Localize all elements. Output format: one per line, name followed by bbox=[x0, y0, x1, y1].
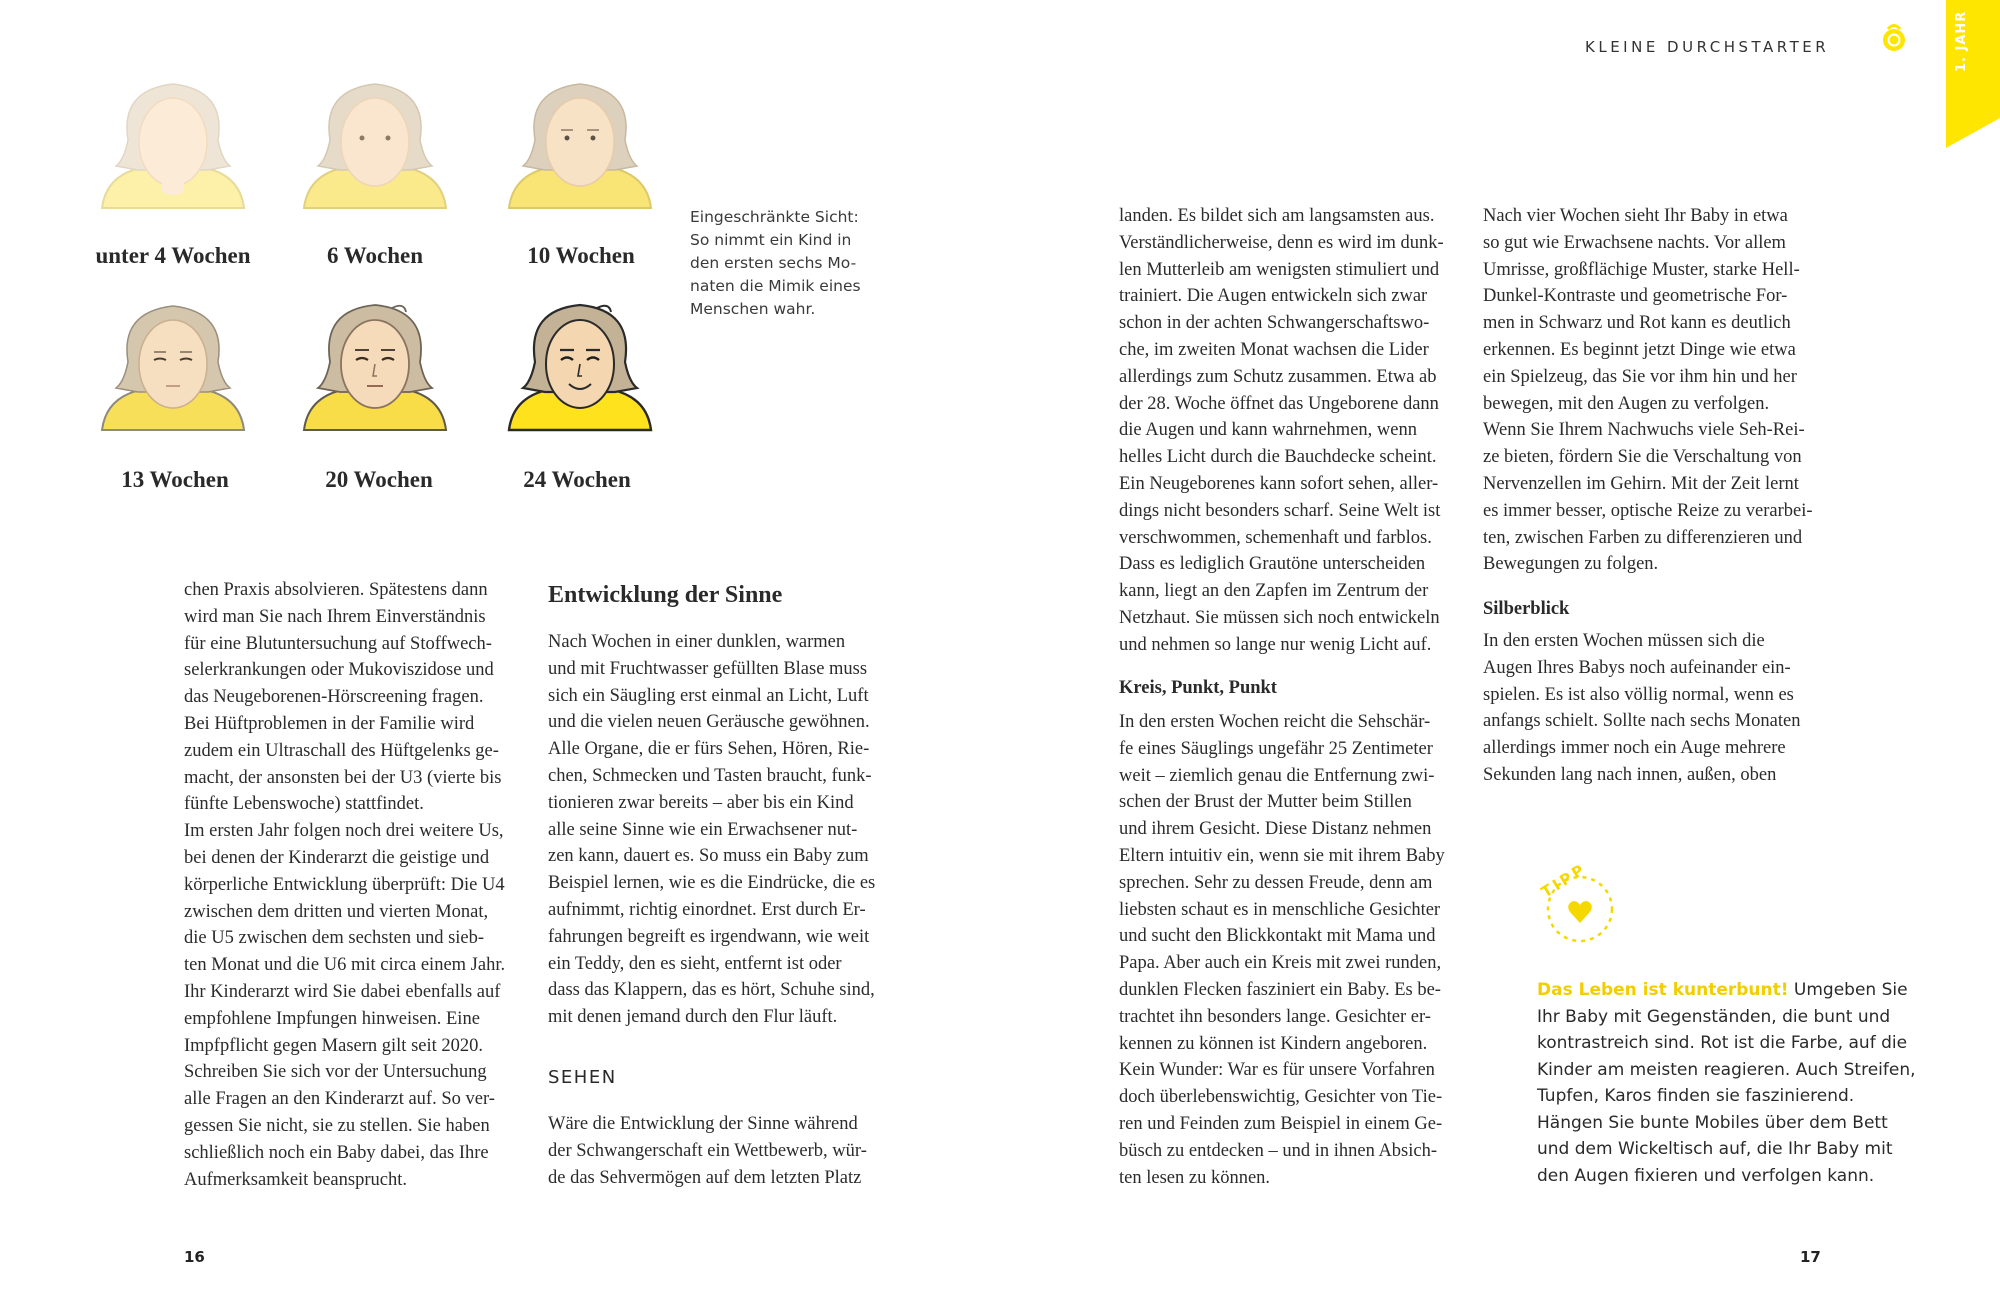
tipp-badge bbox=[1530, 859, 1620, 956]
text-line: Umrisse, großflächige Muster, starke Hell- bbox=[1483, 259, 1800, 280]
text-line: chen Praxis absolvieren. Spätestens dann bbox=[184, 580, 488, 600]
text-line: mit denen jemand durch den Flur läuft. bbox=[548, 1007, 838, 1028]
face-label-6-weeks: 6 Wochen bbox=[326, 243, 424, 268]
text-line: Netzhaut. Sie müssen sich noch entwickeln bbox=[1119, 607, 1440, 628]
face-under-4-weeks bbox=[98, 80, 248, 210]
text-line: macht, der ansonsten bei der U3 (vierte bis bbox=[184, 767, 502, 788]
text-line: ze bieten, fördern Sie die Verschaltung von bbox=[1483, 447, 1802, 468]
running-title: KLEINE DURCHSTARTER bbox=[1585, 38, 1830, 56]
text-line: In den ersten Wochen müssen sich die bbox=[1483, 631, 1765, 651]
text-line: Wäre die Entwicklung der Sinne während bbox=[548, 1114, 858, 1134]
text-column-4b bbox=[1483, 628, 1816, 789]
text-line: ein Teddy, den es sieht, entfernt ist oder bbox=[548, 953, 842, 974]
text-line: Augen Ihres Babys noch aufeinander ein- bbox=[1483, 657, 1791, 678]
text-line: ren und Feinden zum Beispiel in einem Ge- bbox=[1119, 1113, 1443, 1134]
text-line: Sekunden lang nach innen, außen, oben bbox=[1483, 764, 1777, 785]
page-number-left: 16 bbox=[184, 1248, 205, 1266]
text-line: Eltern intuitiv ein, wenn sie mit ihrem Baby bbox=[1119, 845, 1445, 866]
text-line: und ihrem Gesicht. Diese Distanz nehmen bbox=[1119, 819, 1432, 840]
heart-icon bbox=[1568, 901, 1592, 923]
text-line: ten, zwischen Farben zu differenzieren und bbox=[1483, 527, 1803, 548]
text-line: gessen Sie nicht, sie zu stellen. Sie haben bbox=[184, 1115, 490, 1136]
text-line: selerkrankungen oder Mukoviszidose und bbox=[184, 660, 494, 681]
text-line: zwischen dem dritten und vierten Monat, bbox=[184, 901, 489, 922]
text-line: schließlich noch ein Baby dabei, das Ihre bbox=[184, 1142, 489, 1163]
face-20-weeks bbox=[300, 302, 450, 432]
text-line: Ein Neugeborenes kann sofort sehen, aller- bbox=[1119, 473, 1439, 494]
text-line: aufnimmt, richtig einordnet. Erst durch Er- bbox=[548, 899, 866, 920]
text-line: doch überlebenswichtig, Gesichter von Tie- bbox=[1119, 1087, 1443, 1108]
text-line: es immer besser, optische Reize zu verarbei- bbox=[1483, 500, 1813, 521]
face-label-under-4-weeks: unter 4 Wochen bbox=[95, 243, 251, 268]
text-line: Impfpflicht gegen Masern gilt seit 2020. bbox=[184, 1035, 484, 1056]
text-line: sprechen. Sehr zu dessen Freude, denn am bbox=[1119, 872, 1433, 893]
text-line: die U5 zwischen dem sechsten und sieb- bbox=[184, 928, 485, 949]
text-line: Nervenzellen im Gehirn. Mit der Zeit lernt bbox=[1483, 473, 1799, 494]
face-label-10-weeks: 10 Wochen bbox=[527, 243, 635, 268]
face-10-weeks bbox=[505, 80, 655, 210]
subheading-silberblick: Silberblick bbox=[1483, 599, 1570, 619]
text-line: alle Fragen an den Kinderarzt auf. So ver- bbox=[184, 1089, 495, 1110]
text-line: Dunkel-Kontraste und geometrische For- bbox=[1483, 286, 1788, 307]
tipp-highlight: Das Leben ist kunterbunt! bbox=[1537, 980, 1789, 1000]
text-column-2 bbox=[548, 629, 881, 1031]
text-line: Nach vier Wochen sieht Ihr Baby in etwa bbox=[1483, 206, 1788, 226]
text-line: Schreiben Sie sich vor der Untersuchung bbox=[184, 1062, 487, 1083]
text-line: der Schwangerschaft ein Wettbewerb, wür- bbox=[548, 1140, 867, 1161]
logo-icon bbox=[1880, 20, 1908, 54]
text-line: schen der Brust der Mutter beim Stillen bbox=[1119, 792, 1412, 813]
text-line: ten Monat und die U6 mit circa einem Jahr. bbox=[184, 955, 506, 976]
text-line: Im ersten Jahr folgen noch drei weitere Us, bbox=[184, 821, 504, 842]
text-line: Verständlicherweise, denn es wird im dunk- bbox=[1119, 232, 1444, 253]
face-label-13-weeks: 13 Wochen bbox=[121, 467, 229, 492]
text-line: und sucht den Blickkontakt mit Mama und bbox=[1119, 926, 1436, 947]
text-line: Nach Wochen in einer dunklen, warmen bbox=[548, 632, 846, 652]
tipp-badge-label: TIPP bbox=[1538, 859, 1590, 902]
text-line: Bei Hüftproblemen in der Familie wird bbox=[184, 713, 475, 734]
text-line: schon in der achten Schwangerschaftswo- bbox=[1119, 313, 1430, 334]
subheading-sehen: SEHEN bbox=[548, 1067, 617, 1088]
text-line: und nehmen so lange nur wenig Licht auf. bbox=[1119, 634, 1432, 655]
face-label-24-weeks: 24 Wochen bbox=[523, 467, 631, 492]
text-line: büsch zu entdecken – und in ihnen Absich- bbox=[1119, 1140, 1438, 1161]
text-line: de das Sehvermögen auf dem letzten Platz bbox=[548, 1167, 862, 1188]
text-line: dings nicht besonders scharf. Seine Welt ist bbox=[1119, 500, 1441, 521]
text-line: che, im zweiten Monat wachsen die Lider bbox=[1119, 339, 1429, 360]
text-line: alle seine Sinne wie ein Erwachsener nut- bbox=[548, 819, 858, 840]
text-line: Ihr Kinderarzt wird Sie dabei ebenfalls auf bbox=[184, 981, 501, 1002]
text-line: weit – ziemlich genau die Entfernung zwi- bbox=[1119, 765, 1435, 786]
text-line: zen kann, dauert es. So muss ein Baby zum bbox=[548, 846, 869, 867]
face-24-weeks bbox=[505, 302, 655, 432]
text-line: landen. Es bildet sich am langsamsten aus. bbox=[1119, 206, 1435, 226]
text-line: Beispiel lernen, wie es die Eindrücke, die es bbox=[548, 873, 876, 894]
text-line: zudem ein Ultraschall des Hüftgelenks ge- bbox=[184, 740, 499, 761]
text-line: für eine Blutuntersuchung auf Stoffwech- bbox=[184, 633, 492, 654]
text-line: anfangs schielt. Sollte nach sechs Monaten bbox=[1483, 711, 1801, 732]
text-line: bei denen der Kinderarzt die geistige und bbox=[184, 847, 490, 868]
text-column-2b bbox=[548, 1111, 881, 1191]
face-6-weeks bbox=[300, 80, 450, 210]
face-13-weeks bbox=[98, 302, 248, 432]
text-line: spielen. Es ist also völlig normal, wenn es bbox=[1483, 684, 1794, 705]
text-line: Wenn Sie Ihrem Nachwuchs viele Seh-Rei- bbox=[1483, 420, 1805, 441]
text-line: und mit Fruchtwasser gefüllten Blase muss bbox=[548, 658, 868, 679]
text-line: liebsten schaut es in menschliche Gesichter bbox=[1119, 899, 1441, 920]
text-line: dass das Klappern, das es hört, Schuhe sind, bbox=[548, 980, 875, 1001]
text-line: bewegen, mit den Augen zu verfolgen. bbox=[1483, 393, 1770, 414]
text-line: kennen zu können ist Kindern angeboren. bbox=[1119, 1033, 1428, 1054]
text-line: kann, liegt an den Zapfen im Zentrum der bbox=[1119, 581, 1429, 602]
text-line: körperliche Entwicklung überprüft: Die U4 bbox=[184, 874, 505, 895]
text-line: Dass es lediglich Grautöne unterscheiden bbox=[1119, 554, 1426, 575]
text-line: len Mutterleib am wenigsten stimuliert und bbox=[1119, 259, 1440, 280]
text-line: trainiert. Die Augen entwickeln sich zwar bbox=[1119, 286, 1428, 307]
text-column-1 bbox=[184, 577, 517, 1193]
text-line: allerdings zum Schutz zusammen. Etwa ab bbox=[1119, 366, 1437, 387]
text-column-3 bbox=[1119, 203, 1452, 659]
text-line: dunklen Flecken fasziniert ein Baby. Es be- bbox=[1119, 979, 1441, 1000]
text-line: Kein Wunder: War es für unsere Vorfahren bbox=[1119, 1060, 1435, 1081]
text-line: das Neugeborenen-Hörscreening fragen. bbox=[184, 687, 484, 708]
text-line: empfohlene Impfungen hinweisen. Eine bbox=[184, 1008, 480, 1029]
text-line: Bewegungen zu folgen. bbox=[1483, 554, 1659, 575]
text-line: chen, Schmecken und Tasten braucht, funk- bbox=[548, 765, 872, 786]
page-number-right: 17 bbox=[1800, 1248, 1821, 1266]
text-line: fahrungen begreift es irgendwann, wie weit bbox=[548, 926, 870, 947]
text-line: men in Schwarz und Rot kann es deutlich bbox=[1483, 313, 1791, 334]
text-line: so gut wie Erwachsene nachts. Vor allem bbox=[1483, 232, 1786, 253]
text-line: trachtet ihn besonders lange. Gesichter er- bbox=[1119, 1006, 1431, 1027]
text-line: Alle Organe, die er fürs Sehen, Hören, Rie- bbox=[548, 739, 870, 760]
face-label-20-weeks: 20 Wochen bbox=[325, 467, 433, 492]
text-line: ein Spielzeug, das Sie vor ihm hin und her bbox=[1483, 366, 1797, 387]
text-line: wird man Sie nach Ihrem Einverständnis bbox=[184, 606, 486, 627]
text-line: fe eines Säuglings ungefähr 25 Zentimeter bbox=[1119, 738, 1433, 759]
text-column-3b bbox=[1119, 709, 1452, 1191]
text-line: die Augen und kann wahrnehmen, wenn bbox=[1119, 420, 1417, 441]
subheading-kreis: Kreis, Punkt, Punkt bbox=[1119, 678, 1277, 698]
text-column-4 bbox=[1483, 203, 1816, 578]
text-line: verschwommen, schemenhaft und farblos. bbox=[1119, 527, 1432, 548]
figure-caption: Eingeschränkte Sicht: So nimmt ein Kind in den ersten sechs Mo- naten die Mimik eines Menschen wahr. bbox=[690, 208, 861, 318]
text-line: ten lesen zu können. bbox=[1119, 1167, 1271, 1188]
text-line: und die vielen neuen Geräusche gewöhnen. bbox=[548, 712, 870, 733]
text-line: Aufmerksamkeit beansprucht. bbox=[184, 1169, 407, 1190]
text-line: allerdings immer noch ein Auge mehrere bbox=[1483, 738, 1786, 759]
text-line: tionieren zwar bereits – aber bis ein Kind bbox=[548, 792, 854, 813]
text-line: In den ersten Wochen reicht die Sehschär- bbox=[1119, 712, 1431, 732]
tipp-text: Das Leben ist kunterbunt! Umgeben Sie Ihr Baby mit Gegenständen, die bunt und kontrastreich sind. Rot ist die Farbe, auf die Kinder am meisten reagieren. Auch Streifen, Tupfen, Karos finden sie faszinierend. Hängen Sie bunte Mobiles über dem Bett und dem Wickeltisch auf, die Ihr Baby mit den Augen fixieren und verfolgen kann. bbox=[1537, 980, 1916, 1186]
text-line: Papa. Aber auch ein Kreis mit zwei runden, bbox=[1119, 953, 1442, 974]
text-line: sich ein Säugling erst einmal an Licht, Luft bbox=[548, 685, 869, 706]
text-line: fünfte Lebenswoche) stattfindet. bbox=[184, 794, 424, 815]
section-heading-sinne: Entwicklung der Sinne bbox=[548, 582, 783, 608]
text-line: der 28. Woche öffnet das Ungeborene dann bbox=[1119, 393, 1439, 414]
chapter-tab bbox=[1946, 0, 2000, 148]
text-line: helles Licht durch die Bauchdecke scheint. bbox=[1119, 447, 1437, 468]
text-line: erkennen. Es beginnt jetzt Dinge wie etwa bbox=[1483, 339, 1796, 360]
chapter-tab-label: 1. JAHR bbox=[1954, 10, 1969, 72]
